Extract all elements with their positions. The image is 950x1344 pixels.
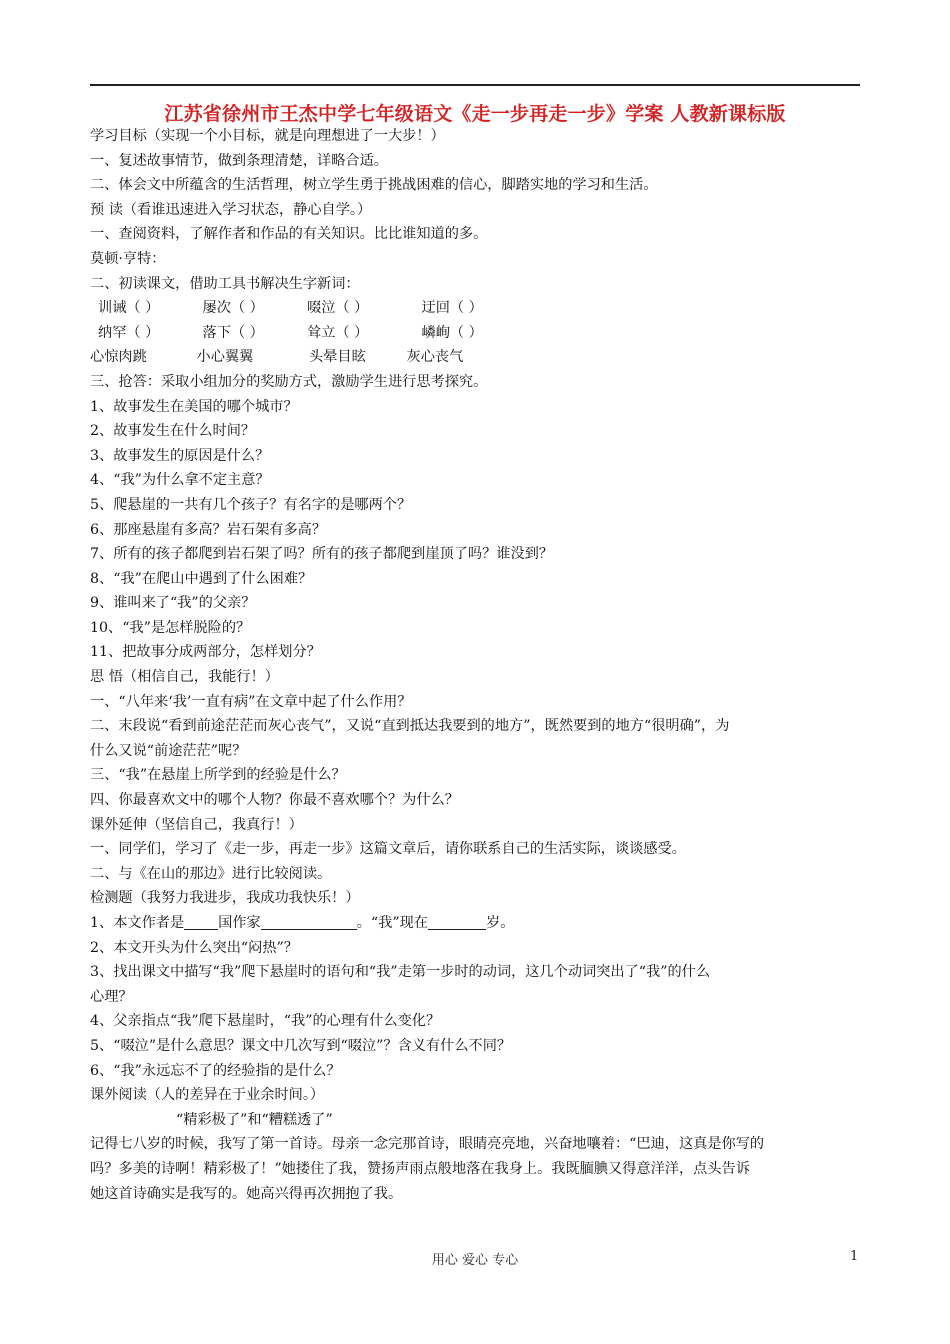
- extension-question: 二、与《在山的那边》进行比较阅读。: [90, 865, 332, 882]
- reflection-question: 二、末段说“看到前途茫茫而灰心丧气”，又说“直到抵达我要到的地方”，既然要到的地方“很明确”，为: [90, 718, 730, 735]
- answer-blank-age[interactable]: [428, 913, 486, 930]
- document-title: 江苏省徐州市王杰中学七年级语文《走一步再走一步》学案 人教新课标版: [164, 103, 786, 125]
- test-question: 2、本文开头为什么突出“闷热”？: [90, 939, 298, 956]
- quiz-question: 11、把故事分成两部分，怎样划分？: [90, 644, 321, 661]
- vocab-word: 落下（ ）: [202, 324, 264, 341]
- test-question: 3、找出课文中描写“我”爬下悬崖时的语句和“我”走第一步时的动词，这几个动词突出了“我”的什么: [90, 964, 711, 981]
- page-number: 1: [850, 1249, 859, 1264]
- document-body: [90, 124, 865, 1206]
- vocab-row: [90, 321, 865, 346]
- vocab-row: [90, 296, 865, 321]
- page-footer: 用心 爱心 专心: [431, 1253, 519, 1268]
- test-question-continued: 心理？: [90, 988, 133, 1005]
- quiz-question: 3、故事发生的原因是什么？: [90, 447, 270, 464]
- quiz-heading: 三、抢答：采取小组加分的奖励方式，激励学生进行思考探究。: [90, 373, 488, 390]
- quiz-question: 5、爬悬崖的一共有几个孩子？有名字的是哪两个？: [90, 496, 412, 513]
- test-text: 岁。: [486, 915, 515, 931]
- test-question: 4、父亲指点“我”爬下悬崖时，“我”的心理有什么变化？: [90, 1013, 441, 1030]
- objective-item: 二、体会文中所蕴含的生活哲理，树立学生勇于挑战困难的信心，脚踏实地的学习和生活。: [90, 177, 658, 194]
- vocab-word: 纳罕（ ）: [98, 324, 160, 341]
- vocab-word: 屡次（ ）: [202, 300, 264, 317]
- reading-subtitle: “精彩极了”和“糟糕透了”: [176, 1111, 333, 1128]
- idiom-word: 头晕目眩: [309, 349, 366, 366]
- quiz-question: 9、谁叫来了“我”的父亲？: [90, 595, 256, 612]
- vocab-word: 迂回（ ）: [421, 300, 483, 317]
- extension-heading: 课外延伸（坚信自己，我真行！）: [90, 816, 303, 833]
- test-question: 6、“我”永远忘不了的经验指的是什么？: [90, 1062, 341, 1079]
- reflection-question-continued: 什么又说“前途茫茫”呢？: [90, 742, 247, 759]
- reading-heading: 课外阅读（人的差异在于业余时间。）: [90, 1087, 325, 1104]
- vocab-word: 耸立（ ）: [307, 324, 369, 341]
- reflection-question: 三、“我”在悬崖上所学到的经验是什么？: [90, 767, 346, 784]
- preview-item: 一、查阅资料，了解作者和作品的有关知识。比比谁知道的多。: [90, 226, 488, 243]
- test-text: 。“我”现在: [356, 915, 428, 931]
- reflection-question: 四、你最喜欢文中的哪个人物？你最不喜欢哪个？为什么？: [90, 792, 459, 809]
- vocab-word: 训诫（ ）: [98, 300, 160, 317]
- test-question-fill-in: [90, 911, 865, 936]
- header-rule: [90, 84, 860, 86]
- answer-blank-author[interactable]: [261, 913, 357, 930]
- quiz-question: 7、所有的孩子都爬到岩石架了吗？所有的孩子都爬到崖顶了吗？谁没到？: [90, 546, 554, 563]
- quiz-question: 2、故事发生在什么时间？: [90, 423, 256, 440]
- author-label: 莫顿·亨特：: [90, 250, 166, 267]
- preview-heading: 预 读（看谁迅速进入学习状态，静心自学。）: [90, 201, 372, 218]
- objective-item: 一、复述故事情节，做到条理清楚，详略合适。: [90, 152, 388, 169]
- reading-paragraph-line: 记得七八岁的时候，我写了第一首诗。母亲一念完那首诗，眼睛亮亮地，兴奋地嚷着：“巴迪，这真是你写的: [90, 1136, 765, 1153]
- preview-item: 二、初读课文，借助工具书解决生字新词：: [90, 275, 360, 292]
- reading-paragraph-line: 她这首诗确实是我写的。她高兴得再次拥抱了我。: [90, 1185, 403, 1202]
- test-text: 1、本文作者是: [90, 915, 185, 931]
- reading-paragraph-line: 吗？多美的诗啊！精彩极了！”她搂住了我，赞扬声雨点般地落在我身上。我既腼腆又得意洋洋，点头告诉: [90, 1160, 750, 1177]
- test-heading: 检测题（我努力我进步，我成功我快乐！）: [90, 890, 360, 907]
- quiz-question: 10、“我”是怎样脱险的？: [90, 619, 251, 636]
- quiz-question: 6、那座悬崖有多高？岩石架有多高？: [90, 521, 327, 538]
- idiom-row: [90, 345, 865, 370]
- extension-question: 一、同学们，学习了《走一步，再走一步》这篇文章后，请你联系自己的生活实际，谈谈感受。: [90, 841, 686, 858]
- vocab-word: 嶙峋（ ）: [421, 324, 483, 341]
- reflection-heading: 思 悟（相信自己，我能行！）: [90, 669, 279, 686]
- test-question: 5、“啜泣”是什么意思？课文中几次写到“啜泣”？含义有什么不同？: [90, 1037, 512, 1054]
- test-text: 国作家: [218, 915, 261, 931]
- objectives-heading: 学习目标（实现一个小目标，就是向理想进了一大步！）: [90, 128, 445, 144]
- answer-blank-country[interactable]: [184, 913, 218, 930]
- quiz-question: 4、“我”为什么拿不定主意？: [90, 472, 270, 489]
- quiz-question: 1、故事发生在美国的哪个城市？: [90, 398, 298, 415]
- quiz-question: 8、“我”在爬山中遇到了什么困难？: [90, 570, 313, 587]
- idiom-word: 灰心丧气: [406, 349, 464, 366]
- vocab-word: 啜泣（ ）: [307, 300, 369, 317]
- reflection-question: 一、“八年来‘我’一直有病”在文章中起了什么作用？: [90, 693, 412, 710]
- idiom-word: 小心翼翼: [196, 349, 254, 366]
- idiom-word: 心惊肉跳: [90, 349, 147, 366]
